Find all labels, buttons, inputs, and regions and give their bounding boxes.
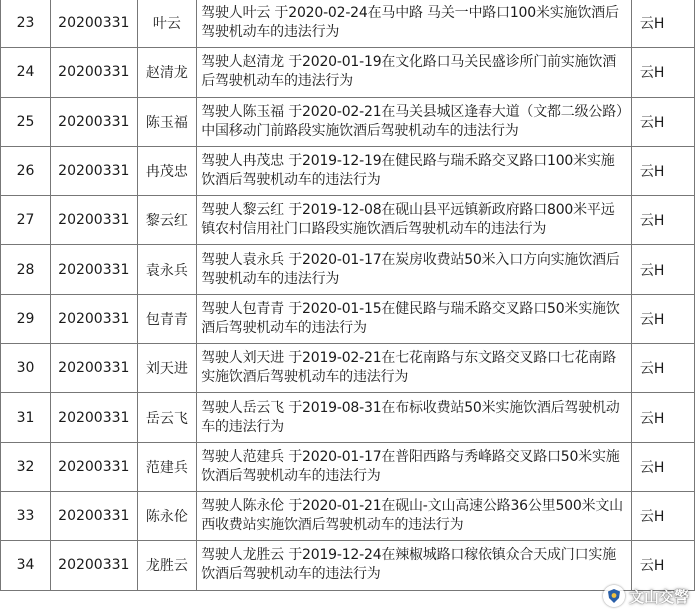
violation-description-text: 驾驶人冉茂忠 于2019-12-19在健民路与瑞禾路交叉路口100米实施饮酒后驾驶机动车的违法行为 <box>201 153 615 189</box>
table-row <box>1 491 695 540</box>
plate-prefix-cell: 云H <box>631 541 694 590</box>
violation-description-text: 驾驶人赵清龙 于2020-01-19在文化路口马关民盛诊所门前实施饮酒后驾驶机动车的违法行为 <box>201 54 616 90</box>
violation-description-text: 驾驶人岳云飞 于2019-08-31在布标收费站50米实施饮酒后驾驶机动车的违法行为 <box>201 399 620 435</box>
table-row <box>1 393 695 442</box>
table-row <box>1 0 695 48</box>
violation-description-text: 驾驶人陈永伦 于2020-01-21在砚山-文山高速公路36公里500米文山西收费站实施饮酒后驾驶机动车的违法行为 <box>201 498 623 534</box>
table-row <box>1 48 695 97</box>
table-row <box>1 541 695 590</box>
driver-name-cell: 陈玉福 <box>137 97 197 146</box>
driver-name-cell: 赵清龙 <box>137 48 197 97</box>
row-number-cell: 30 <box>1 344 51 393</box>
violation-description-cell <box>197 491 632 540</box>
violation-description-cell <box>197 146 632 195</box>
violation-description-cell <box>197 541 632 590</box>
date-cell: 20200331 <box>51 442 138 491</box>
driver-name-cell: 陈永伦 <box>137 491 197 540</box>
watermark <box>603 585 689 607</box>
plate-prefix-cell: 云H <box>631 196 694 245</box>
date-cell: 20200331 <box>51 541 138 590</box>
table-row <box>1 344 695 393</box>
date-cell: 20200331 <box>51 393 138 442</box>
plate-prefix-cell: 云H <box>631 442 694 491</box>
plate-prefix-cell: 云H <box>631 294 694 343</box>
driver-name-cell: 黎云红 <box>137 196 197 245</box>
row-number-cell: 27 <box>1 196 51 245</box>
violation-description-text: 驾驶人包青青 于2020-01-15在健民路与瑞禾路交叉路口50米实施饮酒后驾驶机动车的违法行为 <box>201 300 620 336</box>
row-number-cell: 32 <box>1 442 51 491</box>
date-cell: 20200331 <box>51 344 138 393</box>
table-row <box>1 97 695 146</box>
violation-description-text: 驾驶人范建兵 于2020-01-17在普阳西路与秀峰路交叉路口50米实施饮酒后驾驶机动车的违法行为 <box>201 448 620 484</box>
row-number-cell: 24 <box>1 48 51 97</box>
violation-description-text: 驾驶人陈玉福 于2020-02-21在马关县城区逢春大道（文都二级公路）中国移动门前路段实施饮酒后驾驶机动车的违法行为 <box>201 103 623 139</box>
violation-description-text: 驾驶人袁永兵 于2020-01-17在炭房收费站50米入口方向实施饮酒后驾驶机动车的违法行为 <box>201 251 620 287</box>
date-cell: 20200331 <box>51 245 138 294</box>
violation-description-text: 驾驶人龙胜云 于2019-12-24在辣椒城路口稼依镇众合天成门口实施饮酒后驾驶机动车的违法行为 <box>201 547 616 583</box>
watermark-text: 文山交警 <box>628 587 689 606</box>
violation-description-cell <box>197 196 632 245</box>
row-number-cell: 25 <box>1 97 51 146</box>
driver-name-cell: 袁永兵 <box>137 245 197 294</box>
driver-name-cell: 范建兵 <box>137 442 197 491</box>
plate-prefix-cell: 云H <box>631 344 694 393</box>
police-badge-icon <box>603 585 625 607</box>
violation-description-cell <box>197 245 632 294</box>
plate-prefix-cell: 云H <box>631 491 694 540</box>
driver-name-cell: 岳云飞 <box>137 393 197 442</box>
violation-description-text: 驾驶人刘天进 于2019-02-21在七花南路与东文路交叉路口七花南路实施饮酒后驾驶机动车的违法行为 <box>201 350 616 386</box>
violation-description-cell <box>197 97 632 146</box>
row-number-cell: 31 <box>1 393 51 442</box>
date-cell: 20200331 <box>51 48 138 97</box>
date-cell: 20200331 <box>51 196 138 245</box>
violation-description-text: 驾驶人黎云红 于2019-12-08在砚山县平远镇新政府路口800米平远镇农村信用社门口路段实施饮酒后驾驶机动车的违法行为 <box>201 202 615 238</box>
row-number-cell: 26 <box>1 146 51 195</box>
driver-name-cell: 刘天进 <box>137 344 197 393</box>
driver-name-cell: 冉茂忠 <box>137 146 197 195</box>
violation-description-cell <box>197 344 632 393</box>
plate-prefix-cell: 云H <box>631 245 694 294</box>
plate-prefix-cell: 云H <box>631 48 694 97</box>
violation-description-cell <box>197 0 632 48</box>
row-number-cell: 34 <box>1 541 51 590</box>
violation-description-text: 驾驶人叶云 于2020-02-24在马中路 马关一中路口100米实施饮酒后驾驶机动车的违法行为 <box>201 5 619 41</box>
driver-name-cell: 叶云 <box>137 0 197 48</box>
table-row <box>1 196 695 245</box>
violation-description-cell <box>197 48 632 97</box>
date-cell: 20200331 <box>51 97 138 146</box>
driver-name-cell: 包青青 <box>137 294 197 343</box>
row-number-cell: 33 <box>1 491 51 540</box>
date-cell: 20200331 <box>51 294 138 343</box>
row-number-cell: 23 <box>1 0 51 48</box>
plate-prefix-cell: 云H <box>631 97 694 146</box>
date-cell: 20200331 <box>51 146 138 195</box>
date-cell: 20200331 <box>51 0 138 48</box>
violation-description-cell <box>197 393 632 442</box>
row-number-cell: 28 <box>1 245 51 294</box>
table-row <box>1 442 695 491</box>
table-row <box>1 245 695 294</box>
date-cell: 20200331 <box>51 491 138 540</box>
plate-prefix-cell: 云H <box>631 146 694 195</box>
table-row <box>1 294 695 343</box>
driver-name-cell: 龙胜云 <box>137 541 197 590</box>
plate-prefix-cell: 云H <box>631 393 694 442</box>
table-row <box>1 146 695 195</box>
violation-description-cell <box>197 442 632 491</box>
table-body <box>1 0 695 590</box>
violation-description-cell <box>197 294 632 343</box>
row-number-cell: 29 <box>1 294 51 343</box>
plate-prefix-cell: 云H <box>631 0 694 48</box>
